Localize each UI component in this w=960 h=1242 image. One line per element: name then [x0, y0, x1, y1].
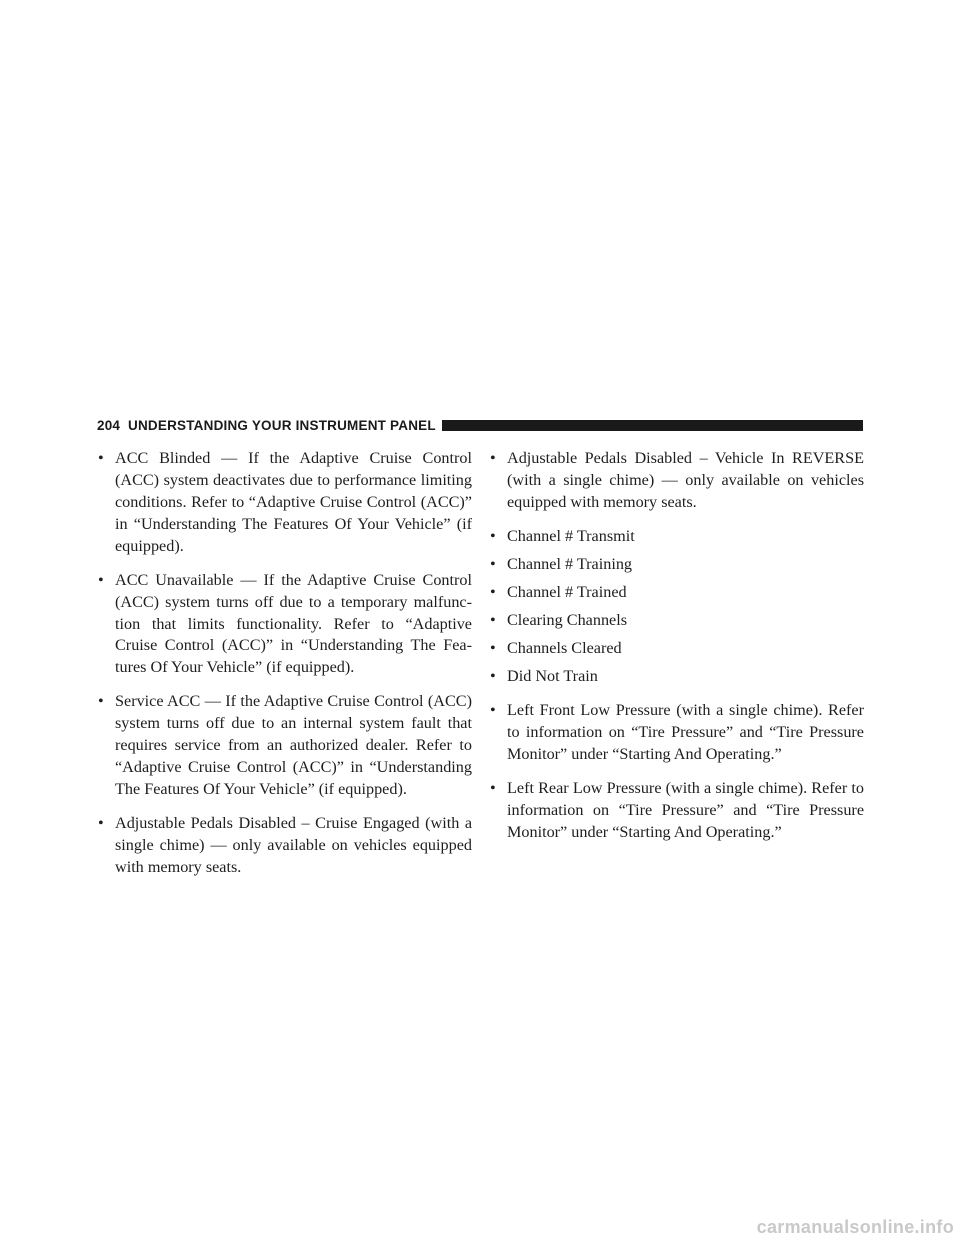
list-item [490, 778, 864, 844]
section-title: UNDERSTANDING YOUR INSTRUMENT PANEL [128, 418, 436, 433]
right-column [490, 448, 864, 850]
list-item-text: ACC Blinded — If the Adaptive Cruise Control (ACC) system deactivates due to performance limiting conditions. Refer to “Adaptive Cruise Control (ACC)” in “Understanding The Features Of Your Vehicle” (if equipped). [115, 449, 472, 555]
list-item [490, 582, 864, 604]
bullet-icon: • [98, 692, 104, 711]
list-item [98, 691, 472, 801]
page-header [97, 417, 863, 435]
bullet-icon: • [490, 526, 496, 545]
bullet-icon: • [490, 449, 496, 467]
list-item [490, 448, 864, 514]
bullet-icon: • [490, 701, 496, 720]
list-item-text: Left Rear Low Pressure (with a single chime). Refer to information on “Tire Pressure” and “Tire Pressure Monitor” under “Starting And Operating.” [507, 778, 864, 841]
watermark: carmanualsonline.info [756, 1217, 954, 1237]
bullet-icon: • [490, 778, 496, 797]
bullet-icon: • [98, 570, 104, 589]
bullet-icon: • [98, 449, 104, 467]
list-item-text: Channel # Trained [507, 582, 627, 601]
list-item-text: Adjustable Pedals Disabled – Vehicle In REVERSE (with a single chime) — only available on vehicles equipped with memory seats. [507, 449, 864, 511]
list-item [98, 570, 472, 680]
list-item [490, 666, 864, 688]
list-item-text: Channels Cleared [507, 639, 622, 658]
list-item-text: Adjustable Pedals Disabled – Cruise Engaged (with a single chime) — only available on vehicles equipped with memory seats. [115, 814, 472, 876]
list-item-text: Left Front Low Pressure (with a single chime). Refer to information on “Tire Pressure” and “Tire Pressure Monitor” under “Starting And Operating.” [507, 701, 864, 763]
list-item [98, 448, 472, 558]
page-number: 204 [97, 418, 121, 433]
bullet-icon: • [490, 667, 496, 686]
bullet-icon: • [490, 611, 496, 629]
bullet-icon: • [490, 639, 496, 658]
list-item [98, 813, 472, 879]
list-item-text: Channel # Training [507, 554, 633, 573]
bullet-icon: • [490, 582, 496, 601]
list-item [490, 610, 864, 632]
list-item-text: ACC Unavailable — If the Adaptive Cruise Control (ACC) system turns off due to a temporary malfunction that limits functionality. Refer to “Adaptive Cruise Control (ACC)” in “Understanding The Features Of Your Vehicle” (if equipped). [115, 570, 472, 677]
list-item [490, 638, 864, 660]
header-title [97, 417, 442, 435]
list-item-text: Clearing Channels [507, 611, 628, 629]
list-item-text: Did Not Train [507, 667, 598, 686]
list-item [490, 700, 864, 766]
bullet-icon: • [98, 814, 104, 833]
list-item-text: Service ACC — If the Adaptive Cruise Control (ACC) system turns off due to an internal system fault that requires service from an authorized dealer. Refer to “Adaptive Cruise Control (ACC)” in “Understanding The Features Of Your Vehicle” (if equipped). [115, 692, 472, 799]
list-item [490, 554, 864, 576]
list-item [490, 526, 864, 548]
bullet-icon: • [490, 554, 496, 573]
left-column [98, 448, 472, 891]
list-item-text: Channel # Transmit [507, 526, 635, 545]
